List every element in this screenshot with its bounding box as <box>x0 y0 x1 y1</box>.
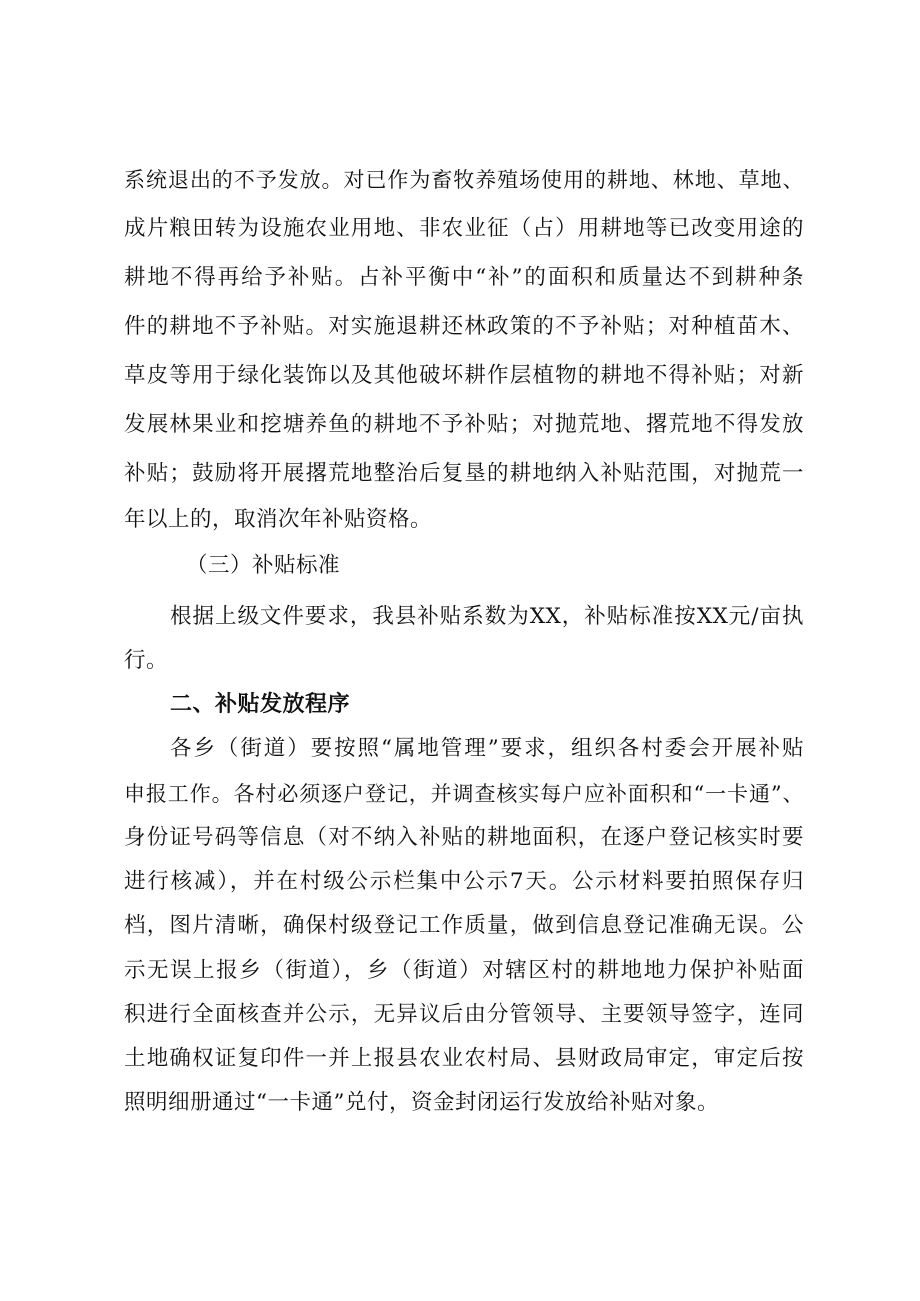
paragraph-line: 土地确权证复印件一并上报县农业农村局、县财政局审定，审定后按 <box>124 1046 804 1071</box>
paragraph-line: 根据上级文件要求，我县补贴系数为XX，补贴标准按XX元/亩执 <box>170 604 804 629</box>
section-subheading: （三）补贴标准 <box>186 553 341 578</box>
paragraph-line: 照明细册通过“一卡通”兑付，资金封闭运行发放给补贴对象。 <box>124 1090 719 1115</box>
paragraph-line: 补贴；鼓励将开展撂荒地整治后复垦的耕地纳入补贴范围，对抛荒一 <box>124 461 804 486</box>
paragraph-line: 申报工作。各村必须逐户登记，并调查核实每户应补面积和“一卡通”、 <box>124 782 804 806</box>
paragraph-line: 各乡（街道）要按照“属地管理”要求，组织各村委会开展补贴 <box>170 736 804 761</box>
paragraph-line: 档，图片清晰，确保村级登记工作质量，做到信息登记准确无误。公 <box>124 913 804 938</box>
paragraph-line: 进行核减），并在村级公示栏集中公示7天。公示材料要拍照保存归 <box>124 869 804 894</box>
paragraph-line: 示无误上报乡（街道），乡（街道）对辖区村的耕地地力保护补贴面 <box>124 958 804 983</box>
paragraph-line: 件的耕地不予补贴。对实施退耕还林政策的不予补贴；对种植苗木、 <box>124 314 804 339</box>
paragraph-line: 耕地不得再给予补贴。占补平衡中“补”的面积和质量达不到耕种条 <box>124 265 804 290</box>
paragraph-line: 发展林果业和挖塘养鱼的耕地不予补贴；对抛荒地、撂荒地不得发放 <box>124 412 804 437</box>
paragraph-line: 身份证号码等信息（对不纳入补贴的耕地面积，在逐户登记核实时要 <box>124 825 804 850</box>
paragraph-line: 行。 <box>124 648 169 673</box>
paragraph-line: 成片粮田转为设施农业用地、非农业征（占）用耕地等已改变用途的 <box>124 216 804 241</box>
paragraph-line: 系统退出的不予发放。对已作为畜牧养殖场使用的耕地、林地、草地、 <box>124 168 804 192</box>
section-heading: 二、补贴发放程序 <box>170 692 351 717</box>
paragraph-line: 积进行全面核查并公示，无异议后由分管领导、主要领导签字，连同 <box>124 1002 804 1027</box>
paragraph-line: 草皮等用于绿化装饰以及其他破坏耕作层植物的耕地不得补贴；对新 <box>124 363 804 388</box>
paragraph-line: 年以上的，取消次年补贴资格。 <box>124 507 433 532</box>
